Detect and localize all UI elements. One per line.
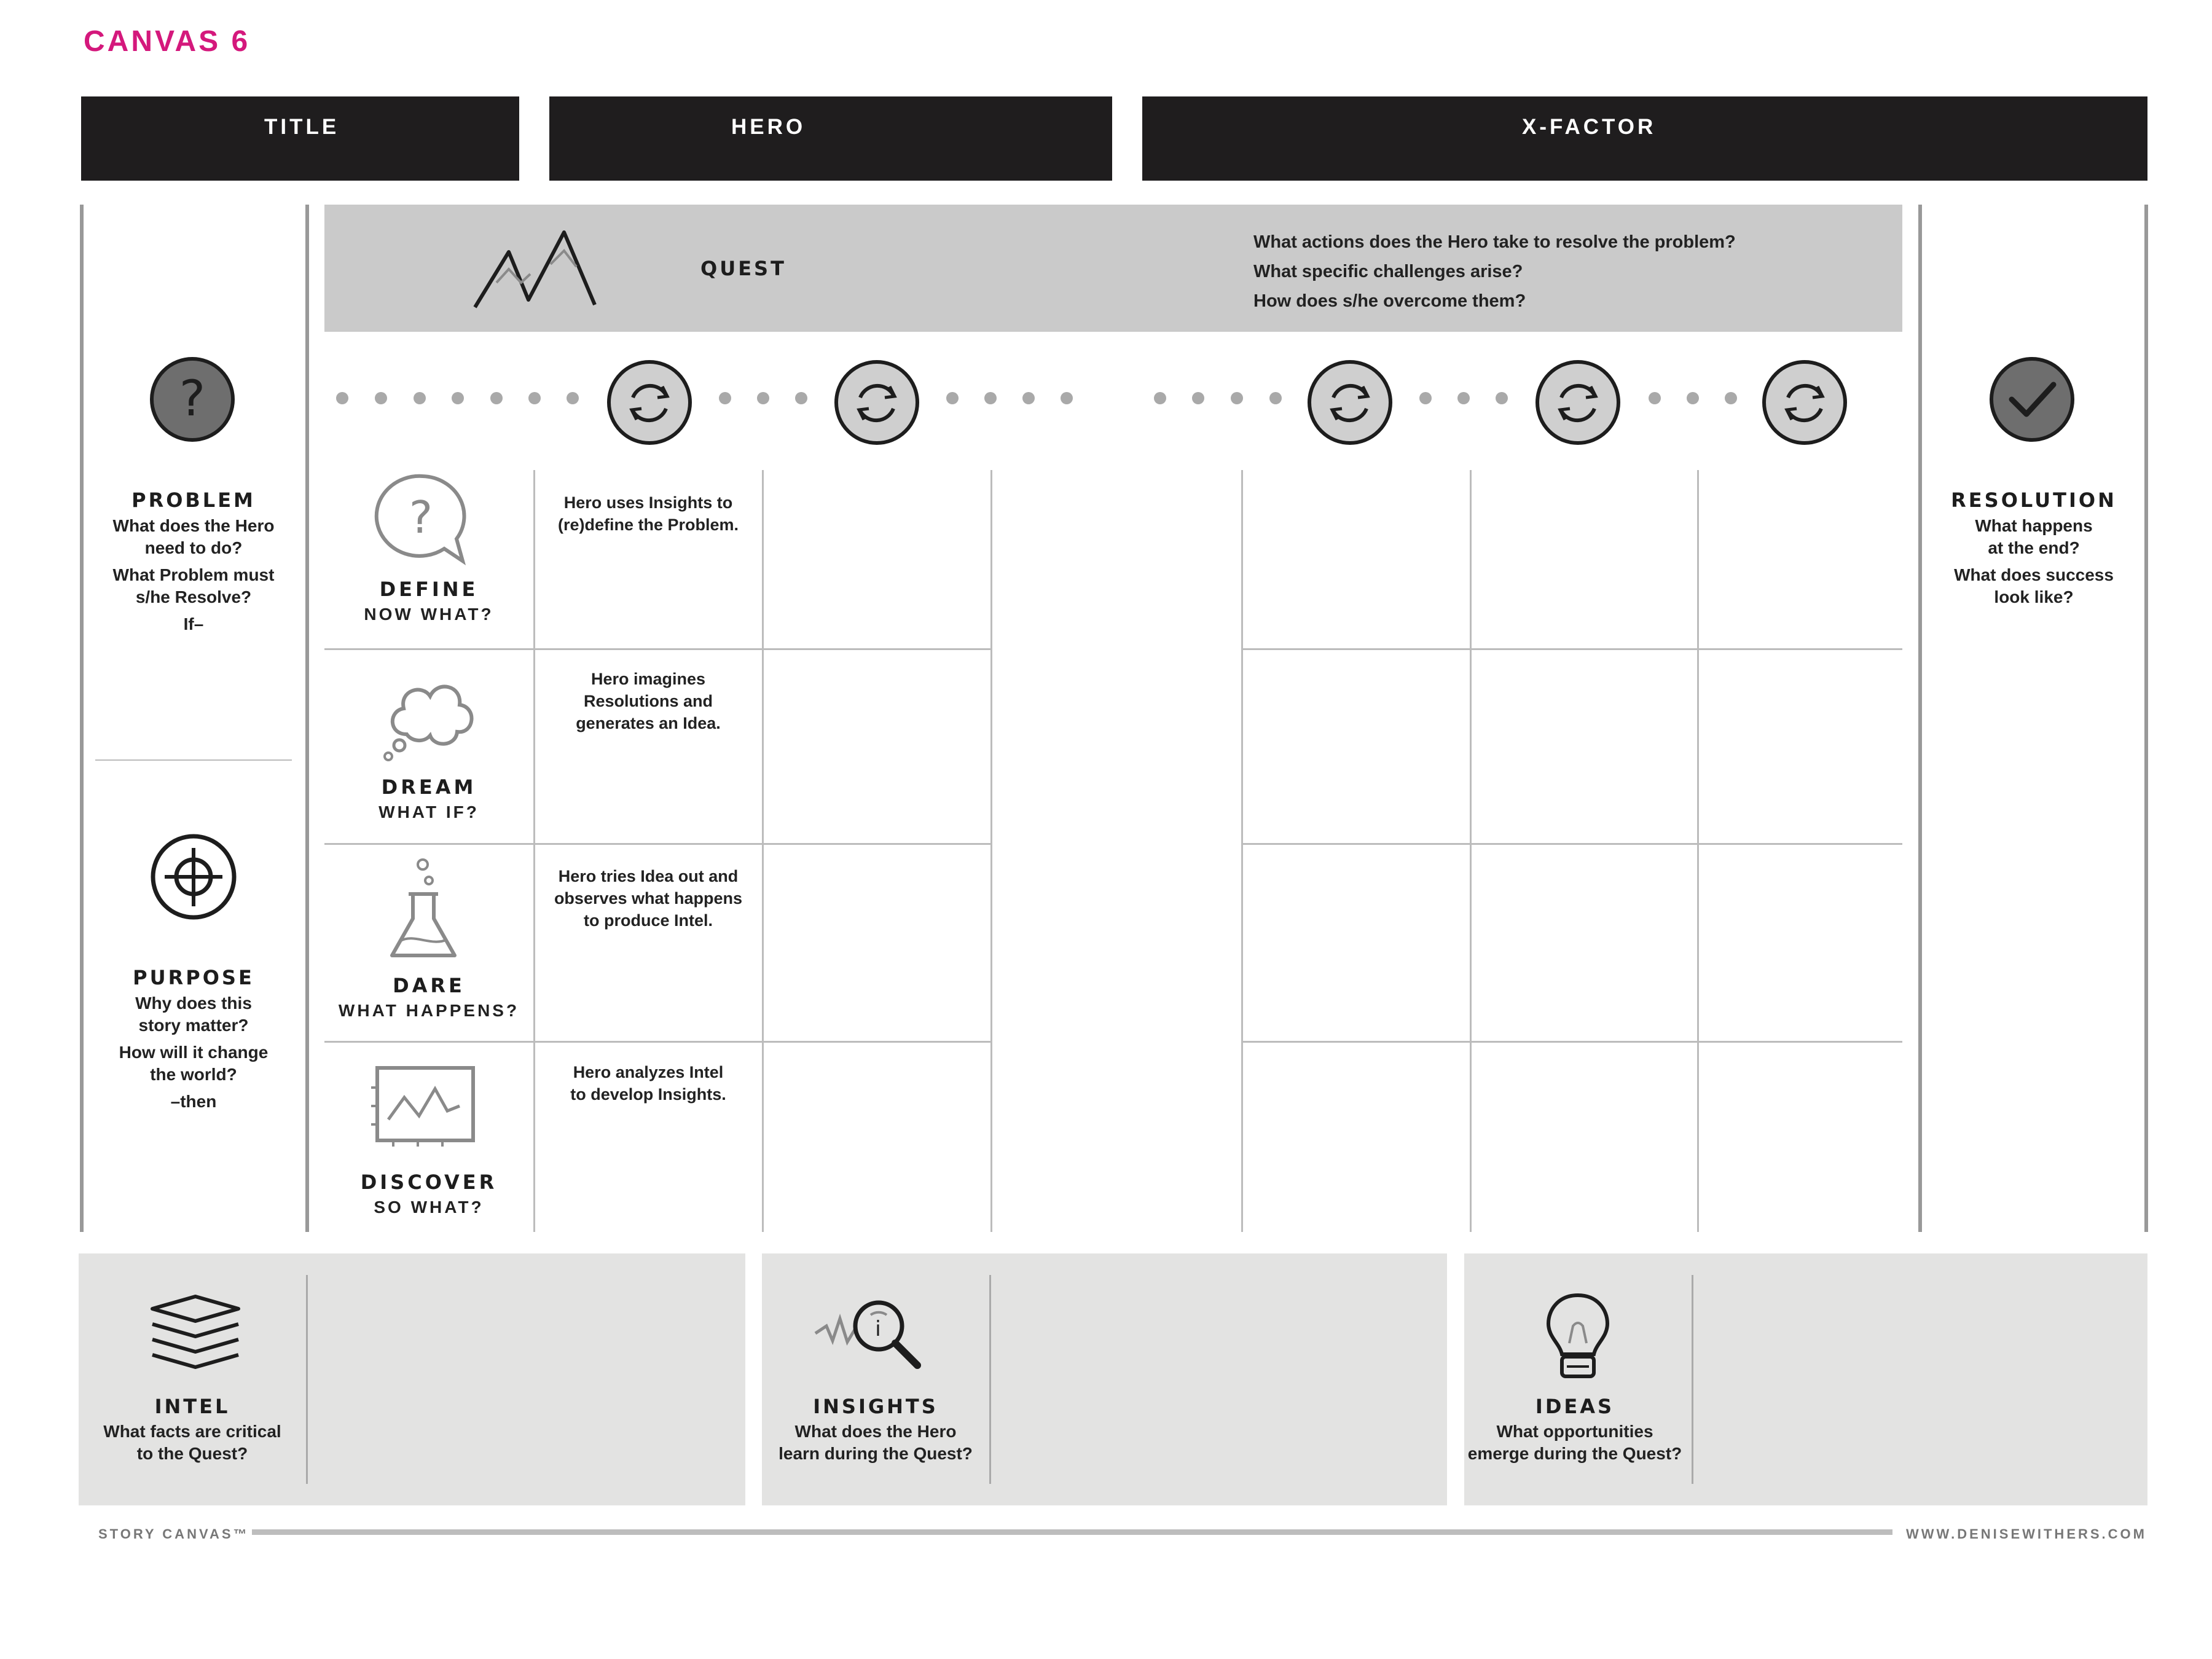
stage-dream: [324, 775, 533, 822]
question-icon: [146, 356, 238, 442]
panel-divider: [1692, 1275, 1693, 1484]
grid-line: [324, 843, 992, 845]
grid-line: [533, 470, 535, 1232]
ideas-q-line1: What opportunities: [1496, 1422, 1653, 1441]
target-icon: [147, 833, 240, 922]
cycle-icon[interactable]: [1304, 359, 1396, 445]
problem-question-2: [92, 564, 295, 608]
stage-discover-sub: SO WHAT?: [374, 1198, 484, 1217]
resolution-q1-line2: at the end?: [1988, 538, 2080, 557]
grid-line: [762, 470, 764, 1232]
path-dot: [1192, 392, 1204, 404]
intel-question: [85, 1421, 300, 1465]
quest-label: QUEST: [700, 257, 786, 280]
intel-q-line2: to the Quest?: [136, 1444, 248, 1463]
path-dot: [1269, 392, 1282, 404]
dare-desc-line3: to produce Intel.: [583, 911, 713, 930]
svg-text:?: ?: [409, 492, 433, 543]
path-dot: [795, 392, 807, 404]
problem-q1-line1: What does the Hero: [112, 516, 275, 535]
path-dot: [528, 392, 541, 404]
grid-line: [1241, 648, 1902, 650]
stage-dream-sub: WHAT IF?: [378, 802, 479, 822]
insights-q-line2: learn during the Quest?: [779, 1444, 973, 1463]
path-dot: [375, 392, 387, 404]
path-dot: [414, 392, 426, 404]
panel-divider: [306, 1275, 308, 1484]
purpose-tag: –then: [170, 1092, 217, 1111]
title-label: TITLE: [264, 115, 340, 139]
dare-desc-line1: Hero tries Idea out and: [558, 867, 739, 885]
purpose-q1-line2: story matter?: [138, 1016, 249, 1035]
dream-desc-line1: Hero imagines: [590, 670, 706, 688]
purpose-title: PURPOSE: [133, 966, 254, 989]
grid-line: [1697, 470, 1699, 1232]
hero-bar[interactable]: [549, 96, 1112, 181]
stage-discover: [324, 1171, 533, 1217]
left-frame-line: [80, 205, 84, 1232]
purpose-question-1: [92, 992, 295, 1037]
path-dot: [490, 392, 503, 404]
panel-divider: [989, 1275, 991, 1484]
discover-desc-line2: to develop Insights.: [570, 1085, 726, 1104]
mountain-icon: [472, 226, 601, 312]
insights-title: INSIGHTS: [813, 1395, 938, 1418]
resolution-q2-line1: What does success: [1954, 565, 2114, 584]
resolution-question-2: [1929, 564, 2138, 608]
resolution-question-1: [1929, 515, 2138, 559]
path-dot: [1687, 392, 1699, 404]
right-inner-frame-line: [1918, 205, 1922, 1232]
stage-dare: [324, 974, 533, 1021]
magnifier-icon: [814, 1290, 943, 1376]
dream-desc-line2: Resolutions and: [583, 692, 713, 710]
grid-line: [1470, 470, 1472, 1232]
flask-icon: [381, 857, 467, 965]
problem-q1-line2: need to do?: [144, 538, 243, 557]
path-dot: [1022, 392, 1035, 404]
stage-dream-desc: [541, 668, 756, 734]
lightbulb-icon: [1541, 1290, 1615, 1382]
footer-rule: [252, 1529, 1892, 1535]
thought-cloud-icon: [376, 667, 480, 765]
problem-question-1: [92, 515, 295, 559]
ideas-panel[interactable]: [1464, 1253, 2147, 1505]
cycle-icon[interactable]: [1532, 359, 1624, 445]
xfactor-bar[interactable]: [1142, 96, 2147, 181]
path-dot: [984, 392, 997, 404]
define-desc-line1: Hero uses Insights to: [563, 493, 733, 512]
cycle-icon[interactable]: [1759, 359, 1851, 445]
stage-dare-title: DARE: [393, 974, 465, 997]
footer-brand: STORY CANVAS™: [98, 1526, 249, 1542]
path-dot: [1231, 392, 1243, 404]
discover-desc-line1: Hero analyzes Intel: [573, 1063, 724, 1081]
cycle-icon[interactable]: [603, 359, 696, 445]
path-dot: [1154, 392, 1166, 404]
intel-panel[interactable]: [79, 1253, 745, 1505]
purpose-q1-line1: Why does this: [135, 994, 252, 1013]
path-dot: [1061, 392, 1073, 404]
left-inner-frame-line: [305, 205, 309, 1232]
intel-title: INTEL: [154, 1395, 230, 1418]
grid-line: [990, 470, 992, 1232]
quest-question-3: How does s/he overcome them?: [1253, 291, 1526, 311]
grid-line: [1241, 843, 1902, 845]
cycle-icon[interactable]: [831, 359, 923, 445]
path-dot: [452, 392, 464, 404]
stage-dream-title: DREAM: [381, 775, 477, 799]
xfactor-label: X-FACTOR: [1522, 115, 1657, 139]
stage-discover-desc: [541, 1061, 756, 1105]
hero-label: HERO: [731, 115, 806, 139]
stage-dare-sub: WHAT HAPPENS?: [338, 1001, 520, 1020]
quest-question-2: What specific challenges arise?: [1253, 262, 1523, 281]
problem-q2-line1: What Problem must: [112, 565, 275, 584]
problem-q2-line2: s/he Resolve?: [135, 587, 252, 606]
dream-desc-line3: generates an Idea.: [576, 714, 721, 732]
path-dot: [757, 392, 769, 404]
stage-define-title: DEFINE: [379, 578, 479, 601]
layers-icon: [143, 1290, 248, 1376]
dare-desc-line2: observes what happens: [554, 889, 743, 908]
path-dot: [946, 392, 959, 404]
ideas-q-line2: emerge during the Quest?: [1467, 1444, 1682, 1463]
path-dot: [336, 392, 348, 404]
svg-text:?: ?: [179, 370, 206, 427]
check-icon: [1986, 356, 2078, 442]
ideas-title: IDEAS: [1535, 1395, 1615, 1418]
path-dot: [719, 392, 731, 404]
right-frame-line: [2144, 205, 2148, 1232]
path-dot: [1496, 392, 1508, 404]
path-dot: [1649, 392, 1661, 404]
insights-question: [768, 1421, 983, 1465]
grid-line: [1241, 470, 1243, 1232]
define-desc-line2: (re)define the Problem.: [557, 516, 739, 534]
stage-define-sub: NOW WHAT?: [364, 605, 494, 624]
resolution-title: RESOLUTION: [1951, 488, 2117, 512]
stage-define-desc: [541, 492, 756, 536]
problem-title: PROBLEM: [131, 488, 256, 512]
title-bar[interactable]: [81, 96, 519, 181]
quest-questions: [1253, 227, 1868, 316]
path-dot: [1457, 392, 1470, 404]
stage-dare-desc: [541, 865, 756, 931]
intel-q-line1: What facts are critical: [103, 1422, 281, 1441]
path-dot: [567, 392, 579, 404]
problem-tag: If–: [183, 614, 204, 633]
resolution-q2-line2: look like?: [1994, 587, 2074, 606]
stage-define: [324, 578, 533, 624]
ideas-question: [1464, 1421, 1685, 1465]
problem-purpose-divider: [95, 759, 292, 761]
canvas-title: CANVAS 6: [84, 25, 251, 58]
speech-question-icon: [371, 470, 475, 568]
insights-q-line1: What does the Hero: [794, 1422, 957, 1441]
purpose-question-2: [92, 1041, 295, 1086]
grid-line: [324, 1041, 992, 1043]
purpose-q2-line1: How will it change: [119, 1043, 269, 1062]
quest-question-1: What actions does the Hero take to resolve the problem?: [1253, 232, 1736, 252]
grid-line: [324, 648, 992, 650]
svg-text:i: i: [875, 1317, 881, 1341]
purpose-q2-line2: the world?: [150, 1065, 237, 1084]
stage-discover-title: DISCOVER: [360, 1171, 498, 1194]
footer-website-link[interactable]: WWW.DENISEWITHERS.COM: [1906, 1526, 2147, 1542]
resolution-q1-line1: What happens: [1975, 516, 2093, 535]
grid-line: [1241, 1041, 1902, 1043]
path-dot: [1419, 392, 1432, 404]
path-dot: [1725, 392, 1737, 404]
insights-panel[interactable]: [762, 1253, 1447, 1505]
chart-icon: [369, 1063, 479, 1149]
